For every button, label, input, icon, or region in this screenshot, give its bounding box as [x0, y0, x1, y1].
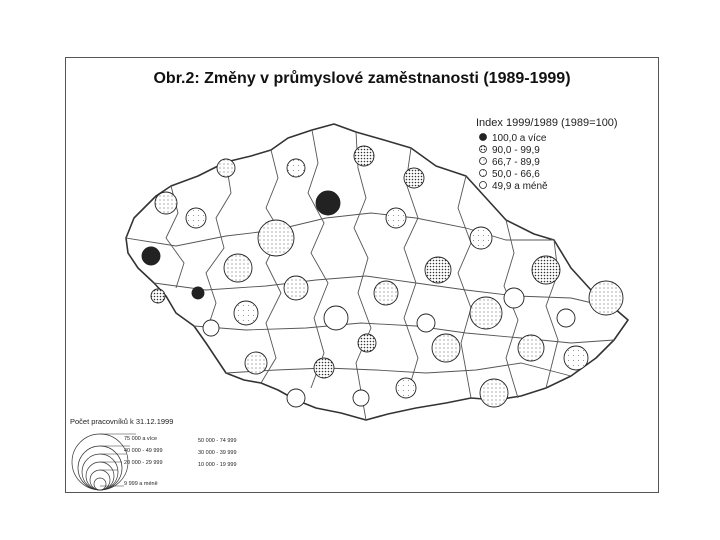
legend-class-label: 50,0 - 66,6 [492, 169, 540, 180]
district-symbol [287, 389, 305, 407]
district-symbol [358, 334, 376, 352]
district-symbol [480, 379, 508, 407]
district-symbol [245, 352, 267, 374]
district-symbol [470, 297, 502, 329]
district-symbol [432, 334, 460, 362]
legend-class-label: 49,9 a méně [492, 181, 548, 192]
district-symbol [258, 220, 294, 256]
district-symbol [353, 390, 369, 406]
size-legend-title: Počet pracovníků k 31.12.1999 [70, 417, 174, 426]
district-symbol [470, 227, 492, 249]
map-frame [65, 57, 659, 493]
district-symbol [417, 314, 435, 332]
size-class-label: 40 000 - 49 999 [124, 448, 163, 454]
size-class-label: 75 000 a více [124, 436, 158, 442]
district-symbol [151, 289, 165, 303]
legend-class-label: 100,0 a více [492, 133, 547, 144]
map-canvas [66, 58, 660, 494]
district-symbol [224, 254, 252, 282]
district-symbol [186, 208, 206, 228]
district-symbol [504, 288, 524, 308]
legend-swatch-sparse [480, 158, 487, 165]
district-symbol [425, 257, 451, 283]
district-symbol [589, 281, 623, 315]
district-symbol [155, 192, 177, 214]
legend-swatch-solid [480, 134, 487, 141]
size-class-label: 20 000 - 29 999 [124, 460, 163, 466]
district-symbol [284, 276, 308, 300]
index-legend [476, 117, 618, 192]
district-symbol [314, 358, 334, 378]
district-symbol [203, 320, 219, 336]
district-symbol [287, 159, 305, 177]
index-legend-title: Index 1999/1989 (1989=100) [476, 117, 618, 129]
district-symbol [316, 191, 340, 215]
legend-swatch-white [480, 182, 487, 189]
district-symbol [354, 146, 374, 166]
district-symbol [192, 287, 204, 299]
size-class-label: 9 999 a méně [124, 481, 158, 487]
size-class-label: 30 000 - 39 999 [198, 450, 237, 456]
district-symbol [404, 168, 424, 188]
size-class-label: 10 000 - 19 999 [198, 462, 237, 468]
size-class-label: 50 000 - 74 999 [198, 438, 237, 444]
district-symbol [217, 159, 235, 177]
legend-class-label: 66,7 - 89,9 [492, 157, 540, 168]
district-symbol [374, 281, 398, 305]
district-symbol [234, 301, 258, 325]
legend-class-label: 90,0 - 99,9 [492, 145, 540, 156]
district-symbol [518, 335, 544, 361]
map-title: Obr.2: Změny v průmyslové zaměstnanosti (1989-1999) [153, 70, 571, 87]
size-legend [70, 417, 237, 490]
district-symbol [557, 309, 575, 327]
district-symbol [142, 247, 160, 265]
district-symbol [532, 256, 560, 284]
district-symbol [324, 306, 348, 330]
legend-swatch-vsparse [480, 170, 487, 177]
district-symbol [564, 346, 588, 370]
district-symbol [386, 208, 406, 228]
legend-swatch-dense [480, 146, 487, 153]
district-symbol [396, 378, 416, 398]
